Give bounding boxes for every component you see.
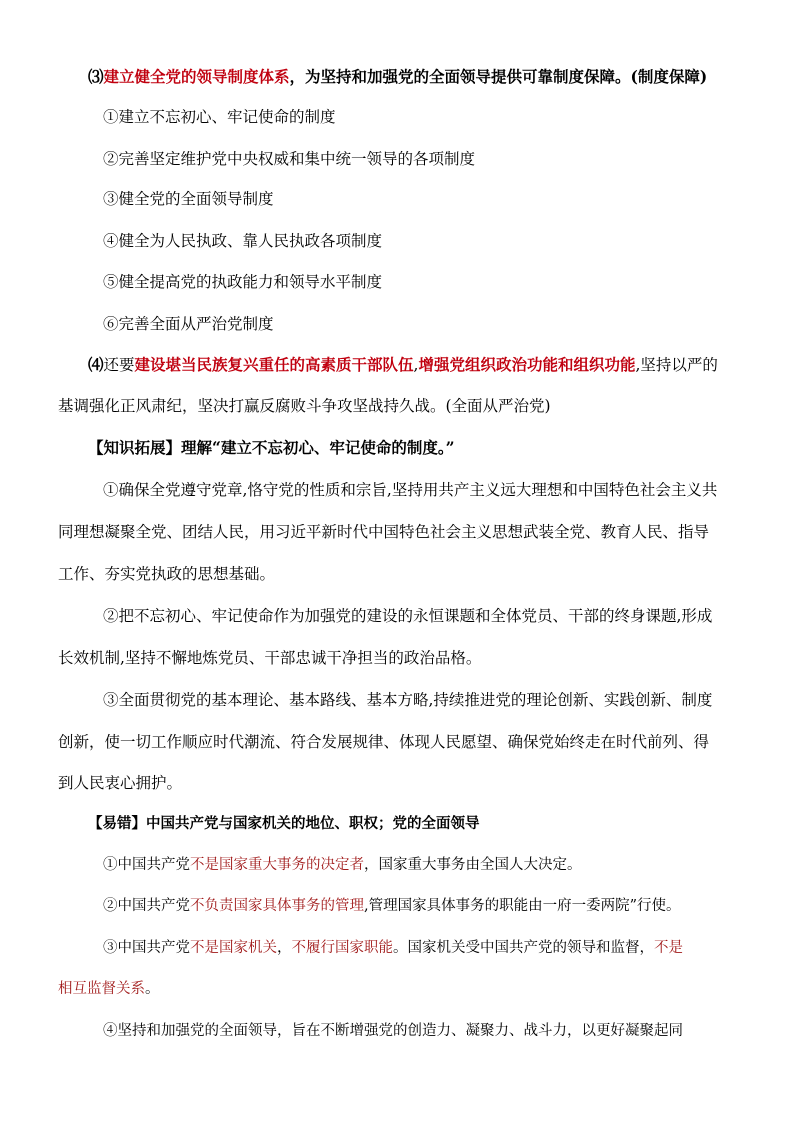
error-2-rest: ,管理国家具体事务的职能由一府一委两院”行使。 bbox=[364, 898, 681, 914]
extension-p1-line-2: 同理想凝聚全党、团结人民，用习近平新时代中国特色社会主义思想武装全党、教育人民、指导 bbox=[58, 523, 710, 541]
section-3-highlight: 建立健全党的领导制度体系 bbox=[103, 67, 290, 86]
error-3-mid: ， bbox=[277, 940, 292, 956]
extension-p3-line-3: 到人民衷心拥护。 bbox=[58, 774, 183, 792]
error-1 bbox=[103, 855, 582, 875]
extension-p3-line-2: 创新，使一切工作顺应时代潮流、符合发展规律、体现人民愿望、确保党始终走在时代前列、得 bbox=[58, 733, 710, 751]
error-4-line-1: ④坚持和加强党的全面领导，旨在不断增强党的创造力、凝聚力、战斗力，以更好凝聚起同 bbox=[103, 1023, 683, 1039]
section-3-item-5: ⑤健全提高党的执政能力和领导水平制度 bbox=[103, 273, 383, 291]
extension-p1-line-3: 工作、夯实党执政的思想基础。 bbox=[58, 565, 276, 583]
section-3-number: ⑶ bbox=[88, 67, 104, 86]
error-1-pre: ①中国共产党 bbox=[103, 857, 190, 873]
error-3-line-2-rest: 。 bbox=[145, 981, 160, 997]
error-3-pre: ③中国共产党 bbox=[103, 940, 190, 956]
section-4-comma: , bbox=[413, 356, 419, 374]
extension-p3-line-1: ③全面贯彻党的基本理论、基本路线、基本方略,持续推进党的理论创新、实践创新、制度 bbox=[103, 691, 713, 709]
error-3-line-2 bbox=[58, 979, 160, 999]
error-3-line-1 bbox=[103, 938, 683, 958]
extension-p1-line-1: ①确保全党遵守党章,恪守党的性质和宗旨,坚持用共产主义远大理想和中国特色社会主义共 bbox=[103, 481, 718, 499]
error-2 bbox=[103, 896, 681, 916]
errors-heading: 【易错】中国共产党与国家机关的地位、职权；党的全面领导 bbox=[88, 815, 480, 832]
section-4-highlight-2: 增强党组织政治功能和组织功能 bbox=[418, 355, 636, 374]
extension-heading: 【知识拓展】理解“建立不忘初心、牢记使命的制度。” bbox=[88, 438, 455, 457]
section-3-item-4: ④健全为人民执政、靠人民执政各项制度 bbox=[103, 232, 383, 250]
error-1-highlight: 不是国家重大事务的决定者 bbox=[190, 857, 364, 873]
section-3-item-3: ③健全党的全面领导制度 bbox=[103, 190, 274, 208]
error-2-highlight: 不负责国家具体事务的管理 bbox=[190, 898, 364, 914]
section-4-line-2: 基调强化正风肃纪，坚决打赢反腐败斗争攻坚战持久战。(全面从严治党) bbox=[58, 397, 551, 415]
section-4-rest: ,坚持以严的 bbox=[635, 356, 718, 374]
extension-p2-line-2: 长效机制,坚持不懈地炼党员、干部忠诚干净担当的政治品格。 bbox=[58, 649, 482, 667]
section-3-item-1: ①建立不忘初心、牢记使命的制度 bbox=[103, 108, 336, 126]
section-4-line-1 bbox=[88, 355, 718, 375]
section-4-highlight-1: 建设堪当民族复兴重任的高素质干部队伍 bbox=[134, 355, 414, 374]
extension-p2-line-1: ②把不忘初心、牢记使命作为加强党的建设的永恒课题和全体党员、干部的终身课题,形成 bbox=[103, 607, 713, 625]
error-3-highlight-3: 不是 bbox=[654, 940, 683, 956]
error-2-pre: ②中国共产党 bbox=[103, 898, 190, 914]
section-4-pre: 还要 bbox=[103, 356, 135, 374]
section-3-item-2: ②完善坚定维护党中央权威和集中统一领导的各项制度 bbox=[103, 150, 476, 168]
error-1-rest: ，国家重大事务由全国人大决定。 bbox=[364, 857, 582, 873]
error-3-highlight-2: 不履行国家职能 bbox=[291, 940, 393, 956]
error-3-highlight-1: 不是国家机关 bbox=[190, 940, 277, 956]
section-3-heading bbox=[88, 67, 707, 87]
section-4-number: ⑷ bbox=[88, 355, 104, 374]
section-3-item-6: ⑥完善全面从严治党制度 bbox=[103, 315, 274, 333]
error-3-rest: 。国家机关受中国共产党的领导和监督， bbox=[393, 940, 654, 956]
section-3-rest: ，为坚持和加强党的全面领导提供可靠制度保障。(制度保障) bbox=[289, 67, 708, 86]
error-3-line-2-highlight: 相互监督关系 bbox=[58, 981, 145, 997]
